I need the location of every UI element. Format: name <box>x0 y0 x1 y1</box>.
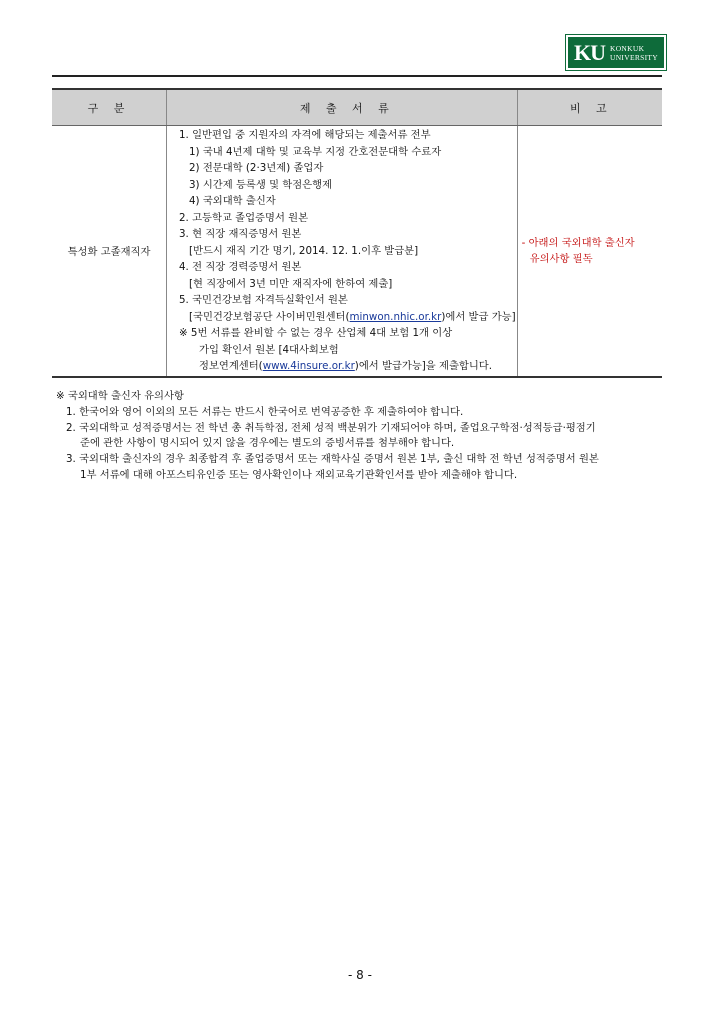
document-item: 4) 국외대학 출신자 <box>189 195 276 207</box>
note-item: 1. 한국어와 영어 이외의 모든 서류는 반드시 한국어로 번역공증한 후 제출하여야 합니다. <box>66 405 464 418</box>
logo-line-1: KONKUK <box>610 43 645 53</box>
document-item: 2) 전문대학 (2·3년제) 졸업자 <box>189 162 324 174</box>
note-item: 2. 국외대학교 성적증명서는 전 학년 총 취득학점, 전체 성적 백분위가 기재되어야 하며, 졸업요구학점·성적등급·평점기 <box>66 421 596 434</box>
header-remarks: 비 고 <box>517 89 662 126</box>
document-item-text: )에서 발급가능]을 제출합니다. <box>354 360 493 372</box>
header-category: 구 분 <box>52 89 167 126</box>
logo-line-2: UNIVERSITY <box>610 52 658 62</box>
logo-wordmark <box>610 44 658 62</box>
table-header-row <box>52 89 662 126</box>
website-link[interactable]: www.4insure.or.kr <box>262 360 355 372</box>
required-documents-table <box>52 88 662 378</box>
document-item-text: )에서 발급 가능] <box>441 310 516 323</box>
note-item: 준에 관한 사항이 명시되어 있지 않을 경우에는 별도의 증빙서류를 첨부해야 합니다. <box>80 437 455 450</box>
header-documents: 제 출 서 류 <box>167 89 518 126</box>
notes-title: ※ 국외대학 출신자 유의사항 <box>56 390 184 402</box>
documents-cell <box>167 126 518 377</box>
document-item: 1) 국내 4년제 대학 및 교육부 지정 간호전문대학 수료자 <box>189 145 442 158</box>
category-cell: 특성화 고졸재직자 <box>52 126 167 377</box>
document-item: ※ 5번 서류를 완비할 수 없는 경우 산업체 4대 보험 1개 이상 <box>179 327 453 339</box>
document-item <box>179 358 516 375</box>
document-item: 1. 일반편입 중 지원자의 자격에 해당되는 제출서류 전부 <box>179 129 431 141</box>
document-item: [현 직장에서 3년 미만 재직자에 한하여 제출] <box>189 277 393 290</box>
page-number: - 8 - <box>348 968 372 982</box>
document-item-text: 정보연계센터( <box>199 360 263 372</box>
document-item: 2. 고등학교 졸업증명서 원본 <box>179 211 309 224</box>
header-rule <box>52 75 662 77</box>
document-item: 3. 현 직장 재직증명서 원본 <box>179 228 302 240</box>
document-item: 4. 전 직장 경력증명서 원본 <box>179 261 302 273</box>
document-item <box>179 309 516 326</box>
remark-line-2-text: 유의사항 필독 <box>529 252 593 265</box>
notes-list <box>56 405 666 484</box>
logo-mark: KU <box>574 39 605 65</box>
document-item: 가입 확인서 원본 [4대사회보험 <box>199 343 339 356</box>
website-link[interactable]: minwon.nhic.or.kr <box>349 310 442 323</box>
remark-line-2 <box>522 251 661 267</box>
remark-line: - 아래의 국외대학 출신자 <box>521 236 635 249</box>
document-item: 3) 시간제 등록생 및 학점은행제 <box>189 178 333 191</box>
note-item: 3. 국외대학 출신자의 경우 최종합격 후 졸업증명서 또는 재학사실 증명서 원본 1부, 출신 대학 전 학년 성적증명서 원본 <box>66 453 599 466</box>
table-row <box>52 126 662 377</box>
document-item: [반드시 재직 기간 명기, 2014. 12. 1.이후 발급분] <box>189 244 419 257</box>
document-item-text: [국민건강보험공단 사이버민원센터( <box>189 310 350 323</box>
document-list <box>179 127 516 375</box>
document-item: 5. 국민건강보험 자격득실확인서 원본 <box>179 294 348 306</box>
note-item: 1부 서류에 대해 아포스티유인증 또는 영사확인이나 재외교육기관확인서를 받아 제출해야 합니다. <box>80 468 518 481</box>
overseas-notes <box>56 389 666 484</box>
university-logo <box>566 35 666 70</box>
remarks-cell <box>517 126 662 377</box>
